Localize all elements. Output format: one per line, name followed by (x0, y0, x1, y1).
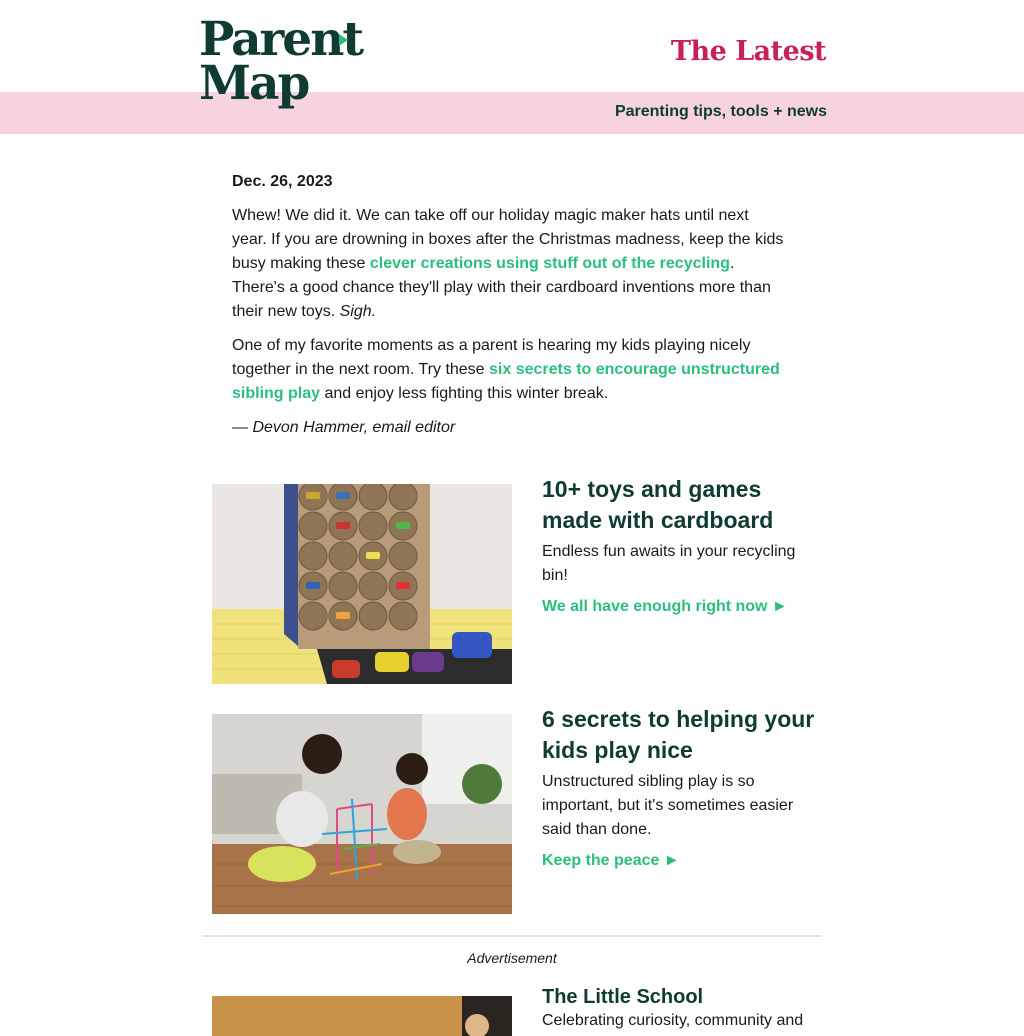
article-title[interactable]: 10+ toys and games made with cardboard (542, 476, 774, 533)
recycling-creations-link[interactable]: clever creations using stuff out of the recycling (369, 255, 730, 272)
intro-paragraph-2 (232, 334, 784, 406)
parentmap-logo[interactable] (199, 12, 363, 122)
editor-intro (232, 170, 784, 440)
issue-date: Dec. 26, 2023 (232, 173, 333, 190)
intro-text: . There's a good chance they'll play with their cardboard inventions more than their new toys. (232, 255, 771, 320)
sibling-play-link[interactable]: six secrets to encourage unstructured sibling play (232, 361, 780, 402)
cardboard-toys-image[interactable] (212, 484, 512, 684)
article-description: Endless fun awaits in your recycling bin! (542, 543, 796, 584)
kids-playing-image[interactable] (212, 714, 512, 914)
article-card (212, 476, 822, 684)
ad-title[interactable]: The Little School (542, 986, 704, 1008)
advertisement-label: Advertisement (467, 950, 557, 966)
article-cta-link[interactable]: Keep the peace ► (542, 852, 680, 869)
article-card-body (542, 704, 822, 870)
tagline: Parenting tips, tools + news (614, 103, 827, 120)
article-card (212, 706, 822, 914)
article-description: Unstructured sibling play is so important, but it's sometimes easier said than done. (542, 773, 794, 838)
email-header (0, 0, 1024, 92)
editor-signature: — Devon Hammer, email editor (232, 419, 456, 436)
kids-playing-illustration (212, 714, 512, 914)
intro-italic: Sigh. (339, 303, 377, 320)
little-school-illustration (212, 996, 512, 1036)
cardboard-toys-illustration (212, 484, 512, 684)
logo-word-map: Map (199, 56, 309, 111)
intro-text: and enjoy less fighting this winter break. (320, 385, 609, 402)
little-school-image[interactable] (212, 996, 512, 1036)
article-title[interactable]: 6 secrets to helping your kids play nice (542, 706, 815, 763)
section-title: The Latest (670, 36, 826, 67)
logo-play-icon (339, 34, 348, 46)
intro-text: Whew! We did it. We can take off our holiday magic maker hats until next year. If you are drowning in boxes after the Christmas madness, keep the kids busy making these (232, 207, 784, 272)
ad-description: Celebrating curiosity, community and (542, 1012, 804, 1029)
article-cta-link[interactable]: We all have enough right now ► (542, 598, 788, 615)
section-divider (202, 935, 822, 937)
intro-paragraph-1 (232, 204, 784, 324)
intro-text: One of my favorite moments as a parent is hearing my kids playing nicely together in the next room. Try these (232, 337, 751, 378)
tagline-band (0, 92, 1024, 134)
logo-word-parent: Parent (199, 12, 363, 67)
article-card-body (542, 474, 822, 616)
